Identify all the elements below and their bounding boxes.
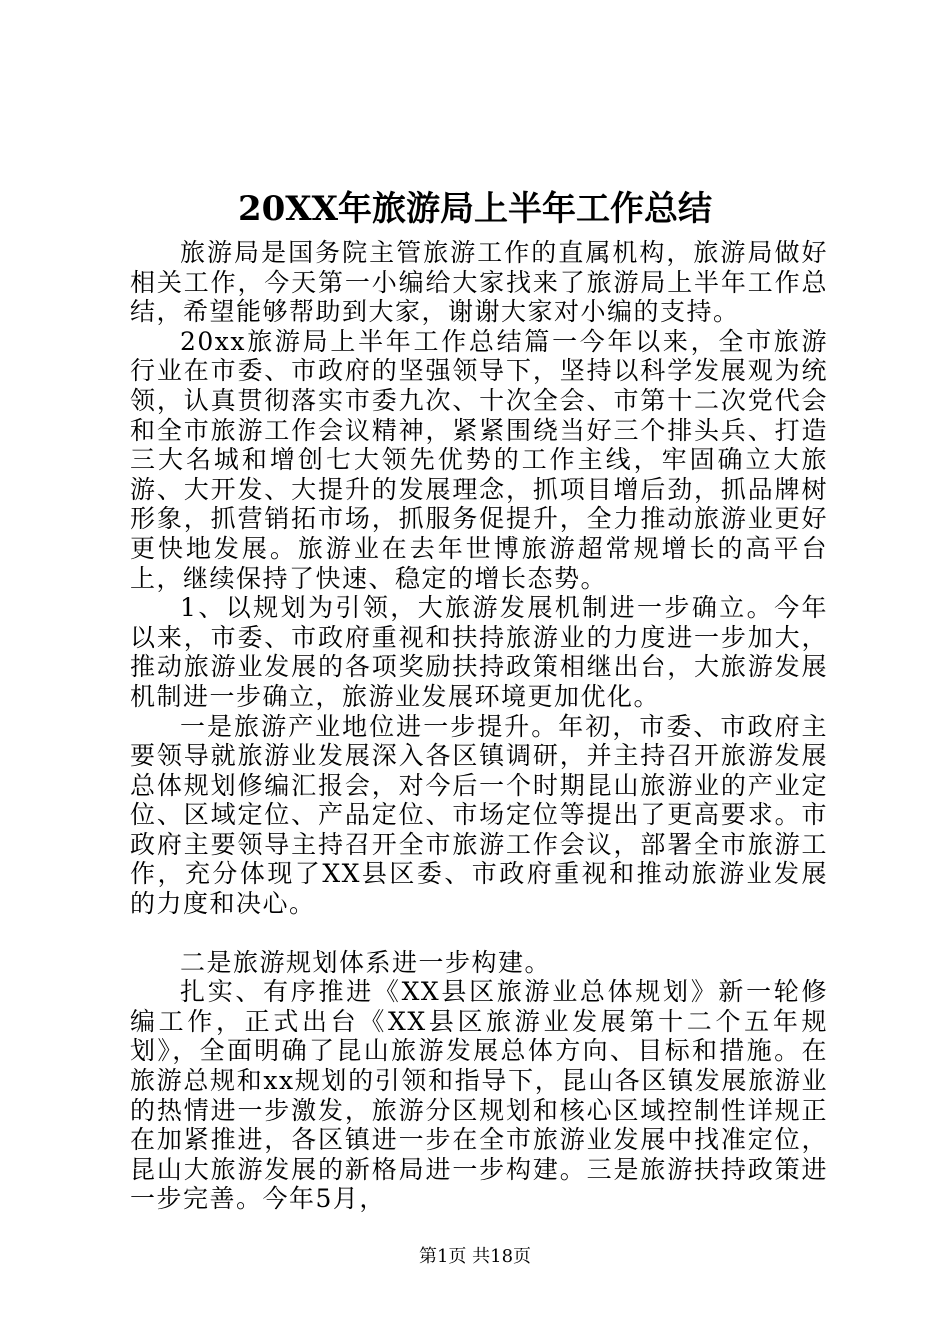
paragraph-overview: 20xx旅游局上半年工作总结篇一今年以来，全市旅游行业在市委、市政府的坚强领导下，坚持以科学发展观为统领，认真贯彻落实市委九次、十次全会、市第十二次党代会和全市旅游工作会议精神，紧紧围绕当好三个排头兵、打造三大名城和增创七大领先优势的工作主线，牢固确立大旅游、大开发、大提升的发展理念，抓项目增后劲，抓品牌树形象，抓营销拓市场，抓服务促提升，全力推动旅游业更好更快地发展。旅游业在去年世博旅游超常规增长的高平台上，继续保持了快速、稳定的增长态势。 — [130, 326, 828, 593]
page-number-footer: 第1页 共18页 — [418, 1246, 532, 1267]
paragraph-point-1: 一是旅游产业地位进一步提升。年初，市委、市政府主要领导就旅游业发展深入各区镇调研，并主持召开旅游发展总体规划修编汇报会，对今后一个时期昆山旅游业的产业定位、区域定位、产品定位、市场定位等提出了更高要求。市政府主要领导主持召开全市旅游工作会议，部署全市旅游工作，充分体现了XX县区委、市政府重视和推动旅游业发展的力度和决心。 — [130, 711, 828, 919]
paragraph-point-2-heading: 二是旅游规划体系进一步构建。 — [180, 947, 552, 977]
paragraph-point-2-detail: 扎实、有序推进《XX县区旅游业总体规划》新一轮修编工作，正式出台《XX县区旅游业发展第十二个五年规划》，全面明确了昆山旅游发展总体方向、目标和措施。在旅游总规和xx规划的引领和指导下，昆山各区镇发展旅游业的热情进一步激发，旅游分区规划和核心区域控制性详规正在加紧推进，各区镇进一步在全市旅游业发展中找准定位，昆山大旅游发展的新格局进一步构建。三是旅游扶持政策进一步完善。今年5月， — [130, 977, 828, 1214]
paragraph-intro: 旅游局是国务院主管旅游工作的直属机构，旅游局做好相关工作，今天第一小编给大家找来了旅游局上半年工作总结，希望能够帮助到大家，谢谢大家对小编的支持。 — [130, 238, 828, 327]
document-title: 20XX年旅游局上半年工作总结 — [237, 189, 713, 229]
document-body — [130, 238, 828, 1214]
paragraph-section-1: 1、以规划为引领，大旅游发展机制进一步确立。今年以来，市委、市政府重视和扶持旅游业的力度进一步加大，推动旅游业发展的各项奖励扶持政策相继出台，大旅游发展机制进一步确立，旅游业发展环境更加优化。 — [130, 593, 828, 711]
